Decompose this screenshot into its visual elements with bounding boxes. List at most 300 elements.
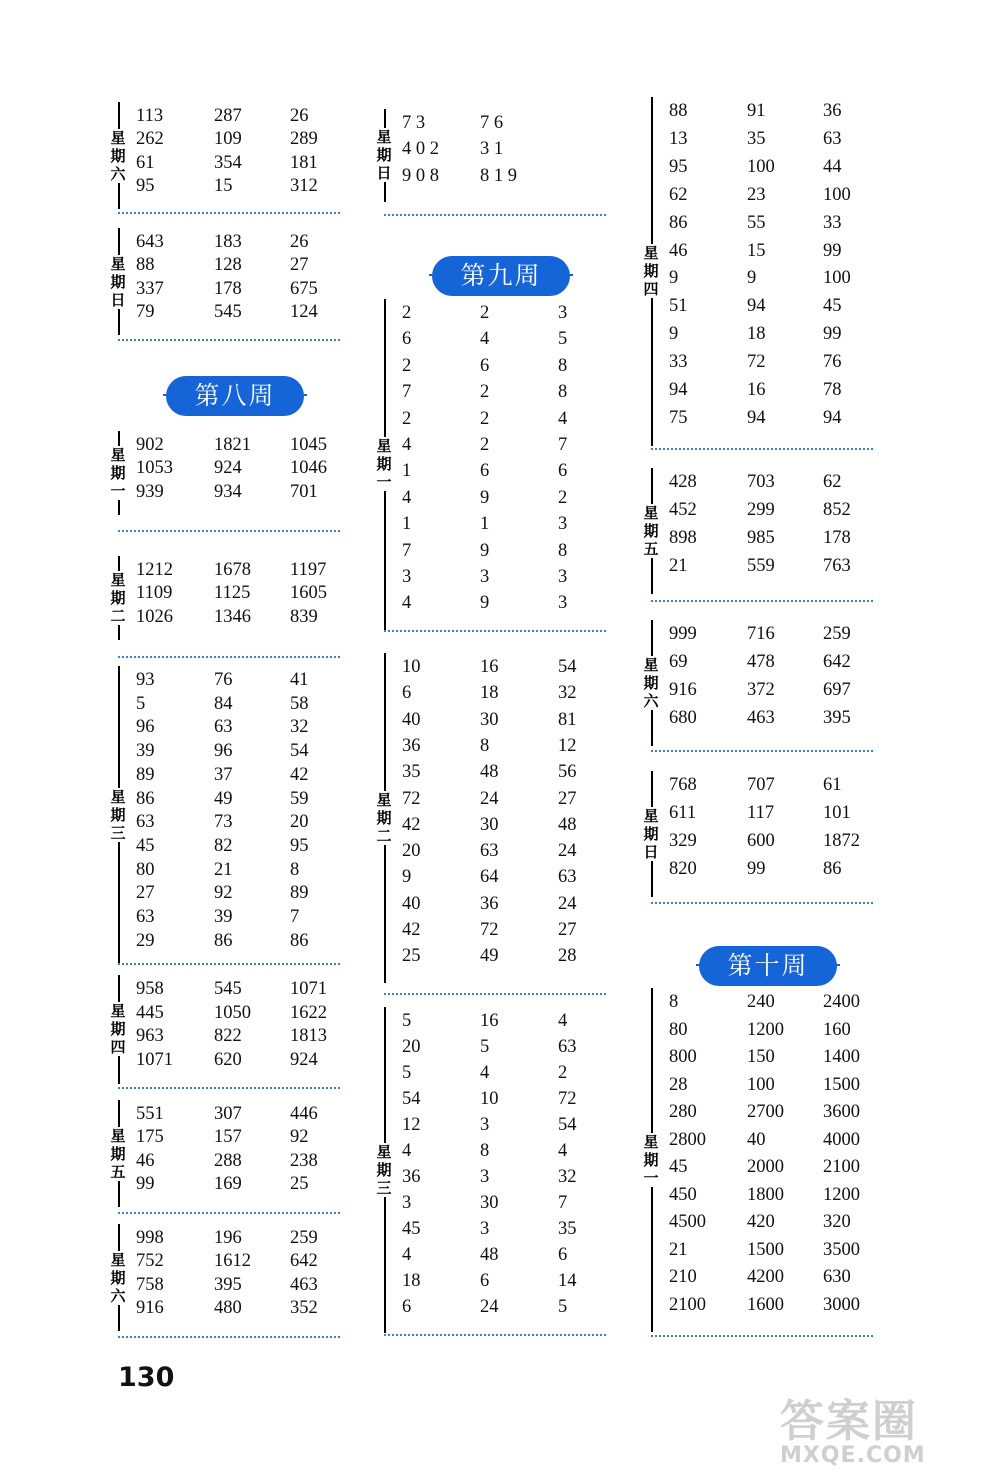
- answer-value: 99: [823, 324, 842, 345]
- answer-value: 2: [402, 408, 412, 429]
- answer-row: [384, 1219, 606, 1245]
- answer-value: 259: [823, 624, 851, 644]
- section-divider: [118, 1336, 340, 1338]
- answer-value: 14: [558, 1271, 577, 1291]
- answer-value: 49: [480, 946, 499, 967]
- answer-value: 32: [558, 1167, 577, 1187]
- answer-value: 372: [747, 680, 775, 700]
- day-answer-block: [110, 1104, 340, 1203]
- answer-row: [118, 1228, 340, 1251]
- answer-value: 45: [136, 835, 155, 856]
- answer-value: 44: [823, 156, 842, 177]
- section-divider: [118, 963, 340, 965]
- answer-row: [384, 488, 606, 514]
- answer-row: [118, 1174, 340, 1197]
- answer-row: [384, 1037, 606, 1063]
- answer-value: 2100: [823, 1157, 860, 1177]
- answer-value: 916: [669, 680, 697, 700]
- answer-row: [384, 710, 606, 736]
- answer-row: [651, 1102, 873, 1130]
- answer-value: 27: [558, 920, 577, 940]
- answer-value: 63: [480, 841, 499, 862]
- answer-value: 45: [669, 1157, 688, 1177]
- week-heading-badge: 第十周: [699, 946, 837, 986]
- answer-value: 3500: [823, 1239, 860, 1260]
- answer-value: 46: [669, 240, 688, 261]
- day-answer-block: [110, 232, 340, 331]
- answer-value: 183: [214, 232, 242, 252]
- answer-value: 1400: [823, 1047, 860, 1067]
- answer-value: 62: [823, 472, 842, 492]
- answer-value: 5: [402, 1063, 412, 1083]
- answer-value: 80: [136, 859, 155, 880]
- answer-value: 86: [136, 788, 155, 809]
- section-divider: [118, 1087, 340, 1089]
- answer-value: 4000: [823, 1129, 860, 1150]
- answer-row: [384, 139, 606, 165]
- answer-value: 420: [747, 1212, 775, 1232]
- answer-value: 4200: [747, 1267, 784, 1287]
- weekday-label: 星 期 六: [110, 1250, 126, 1305]
- answer-value: 1125: [214, 583, 251, 604]
- answer-value: 81: [558, 709, 577, 730]
- answer-row: [651, 1047, 873, 1075]
- answer-value: 86: [290, 930, 309, 951]
- day-answer-block: [110, 670, 340, 960]
- answer-value: 1500: [823, 1074, 860, 1095]
- answer-value: 2: [402, 355, 412, 376]
- answer-value: 56: [558, 762, 577, 783]
- answer-value: 101: [823, 803, 851, 823]
- answer-value: 8: [558, 382, 568, 403]
- answer-value: 716: [747, 624, 775, 644]
- answer-value: 1050: [214, 1002, 251, 1023]
- answer-value: 703: [747, 472, 775, 492]
- answer-value: 32: [558, 683, 577, 704]
- answer-value: 4: [402, 1141, 412, 1161]
- answer-row: [651, 380, 873, 408]
- answer-value: 963: [136, 1026, 164, 1047]
- weekday-label: 星 期 二: [110, 570, 126, 625]
- answer-row: [118, 607, 340, 630]
- answer-value: 478: [747, 652, 775, 672]
- answer-row: [651, 185, 873, 213]
- section-divider: [384, 214, 606, 216]
- answer-value: 40: [402, 893, 421, 914]
- answer-value: 92: [290, 1127, 309, 1148]
- day-answer-block: [110, 979, 340, 1080]
- answer-row: [384, 841, 606, 867]
- answer-row: [384, 435, 606, 461]
- answer-value: 109: [214, 129, 242, 150]
- answer-value: 76: [823, 352, 842, 373]
- answer-value: 36: [402, 1167, 421, 1187]
- answer-value: 822: [214, 1026, 242, 1047]
- watermark-site-text: MXQE.COM: [780, 1443, 926, 1468]
- answer-value: 1071: [136, 1050, 173, 1071]
- answer-value: 8: [558, 540, 568, 561]
- answer-row: [651, 803, 873, 831]
- section-divider: [651, 750, 873, 752]
- answer-row: [651, 157, 873, 185]
- answer-value: 620: [214, 1050, 242, 1071]
- answer-value: 551: [136, 1104, 164, 1124]
- answer-value: 3: [558, 567, 568, 587]
- answer-row: [118, 860, 340, 884]
- answer-value: 54: [558, 1115, 577, 1135]
- answer-value: 354: [214, 152, 242, 173]
- answer-value: 998: [136, 1228, 164, 1248]
- answer-row: [384, 329, 606, 355]
- answer-value: 4500: [669, 1212, 706, 1232]
- answer-value: 1: [402, 514, 412, 535]
- answer-value: 96: [136, 717, 155, 738]
- answer-value: 79: [136, 301, 155, 322]
- answer-row: [118, 812, 340, 836]
- answer-row: [384, 356, 606, 382]
- answer-value: 3: [402, 1193, 412, 1213]
- answer-value: 100: [747, 1074, 775, 1095]
- answer-row: [651, 213, 873, 241]
- answer-value: 852: [823, 500, 851, 520]
- answer-value: 395: [214, 1274, 242, 1295]
- answer-value: 35: [558, 1219, 577, 1239]
- answer-value: 924: [290, 1050, 318, 1071]
- answer-row: [118, 1151, 340, 1174]
- answer-value: 35: [747, 128, 766, 149]
- answer-row: [651, 1075, 873, 1103]
- answer-value: 288: [214, 1150, 242, 1171]
- answer-row: [384, 1115, 606, 1141]
- answer-row: [651, 859, 873, 887]
- answer-value: 12: [402, 1115, 421, 1135]
- answer-value: 33: [669, 352, 688, 373]
- answer-value: 30: [480, 814, 499, 835]
- answer-value: 169: [214, 1173, 242, 1194]
- answer-value: 75: [669, 407, 688, 428]
- answer-value: 72: [747, 352, 766, 373]
- answer-value: 1026: [136, 606, 173, 627]
- answer-row: [651, 775, 873, 803]
- weekday-label: 星 期 六: [643, 656, 659, 710]
- answer-value: 84: [214, 693, 233, 714]
- answer-value: 463: [290, 1274, 318, 1295]
- answer-row: [118, 883, 340, 907]
- answer-value: 2: [480, 408, 490, 429]
- answer-value: 395: [823, 708, 851, 728]
- answer-row: [118, 106, 340, 129]
- answer-value: 1: [402, 461, 412, 482]
- answer-value: 1800: [747, 1184, 784, 1205]
- answer-value: 89: [136, 764, 155, 785]
- answer-value: 92: [214, 883, 233, 904]
- weekday-label: 星 期 五: [643, 504, 659, 558]
- week-heading-badge: 第九周: [432, 256, 570, 296]
- answer-value: 630: [823, 1267, 851, 1287]
- answer-value: 428: [669, 472, 697, 492]
- answer-row: [384, 593, 606, 619]
- answer-row: [118, 302, 340, 325]
- answer-row: [118, 907, 340, 931]
- answer-value: 2700: [747, 1102, 784, 1122]
- answer-value: 181: [290, 152, 318, 173]
- section-divider: [118, 1212, 340, 1214]
- answer-row: [651, 324, 873, 352]
- answer-value: 95: [136, 175, 155, 196]
- answer-value: 89: [290, 883, 309, 904]
- answer-value: 78: [823, 380, 842, 400]
- answer-value: 1212: [136, 560, 173, 580]
- weekday-label: 星 期 日: [376, 128, 392, 183]
- answer-value: 113: [136, 106, 164, 126]
- answer-value: 24: [558, 841, 577, 862]
- answer-value: 2: [558, 487, 568, 508]
- answer-value: 6: [480, 1271, 490, 1291]
- answer-value: 934: [214, 481, 242, 502]
- answer-value: 39: [136, 741, 155, 762]
- answer-value: 287: [214, 106, 242, 126]
- answer-value: 1053: [136, 458, 173, 479]
- day-answer-block: [376, 657, 606, 979]
- answer-value: 94: [669, 380, 688, 400]
- answer-value: 21: [669, 556, 688, 576]
- answer-value: 3: [558, 593, 568, 614]
- answer-value: 64: [480, 867, 499, 888]
- answer-row: [118, 255, 340, 278]
- answer-value: 463: [747, 708, 775, 728]
- weekday-label: 星 期 六: [110, 128, 126, 183]
- answer-value: 82: [214, 835, 233, 856]
- answer-value: 4: [402, 487, 412, 508]
- answer-value: 3: [480, 1219, 490, 1239]
- answer-value: 1200: [747, 1019, 784, 1040]
- answer-value: 545: [214, 979, 242, 999]
- answer-row: [384, 1297, 606, 1323]
- answer-value: 10: [480, 1089, 499, 1109]
- answer-value: 1872: [823, 831, 860, 851]
- day-answer-block: [643, 624, 873, 742]
- answer-value: 1200: [823, 1184, 860, 1205]
- answer-value: 1678: [214, 560, 251, 580]
- answer-value: 88: [669, 101, 688, 121]
- answer-row: [651, 296, 873, 324]
- answer-row: [118, 129, 340, 152]
- answer-value: 312: [290, 175, 318, 196]
- answer-value: 3 1: [480, 139, 504, 160]
- answer-value: 480: [214, 1297, 242, 1318]
- section-divider: [384, 1334, 606, 1336]
- answer-row: [118, 931, 340, 955]
- answer-row: [384, 1167, 606, 1193]
- answer-row: [118, 670, 340, 694]
- answer-value: 337: [136, 278, 164, 299]
- answer-row: [651, 268, 873, 296]
- answer-row: [118, 153, 340, 176]
- answer-value: 15: [214, 175, 233, 196]
- answer-value: 4: [558, 408, 568, 429]
- answer-row: [384, 894, 606, 920]
- answer-value: 611: [669, 803, 697, 823]
- answer-value: 8: [290, 859, 300, 880]
- answer-value: 1605: [290, 583, 327, 604]
- day-answer-block: [376, 303, 606, 626]
- answer-value: 7: [558, 1193, 568, 1213]
- answer-value: 25: [402, 946, 421, 967]
- answer-value: 5: [558, 329, 568, 350]
- answer-value: 1612: [214, 1251, 251, 1272]
- answer-row: [651, 652, 873, 680]
- answer-value: 16: [747, 380, 766, 400]
- answer-value: 59: [290, 788, 309, 809]
- answer-value: 3000: [823, 1294, 860, 1315]
- answer-row: [651, 500, 873, 528]
- answer-row: [118, 279, 340, 302]
- answer-row: [118, 1104, 340, 1127]
- day-answer-block: [110, 560, 340, 636]
- answer-value: 8: [558, 355, 568, 376]
- answer-row: [384, 461, 606, 487]
- answer-value: 54: [402, 1089, 421, 1109]
- answer-row: [651, 472, 873, 500]
- answer-value: 24: [558, 893, 577, 914]
- answer-row: [118, 1275, 340, 1298]
- answer-value: 18: [480, 683, 499, 704]
- section-divider: [118, 530, 340, 532]
- answer-value: 42: [402, 920, 421, 940]
- answer-value: 3: [480, 1115, 490, 1135]
- answer-value: 15: [747, 240, 766, 261]
- answer-value: 6: [402, 683, 412, 704]
- answer-value: 99: [747, 859, 766, 879]
- answer-row: [384, 1141, 606, 1167]
- answer-value: 3600: [823, 1102, 860, 1122]
- answer-value: 24: [480, 1297, 499, 1317]
- answer-value: 48: [558, 814, 577, 835]
- answer-value: 6: [558, 461, 568, 482]
- answer-value: 320: [823, 1212, 851, 1232]
- section-divider: [651, 600, 873, 602]
- day-answer-block: [643, 472, 873, 590]
- answer-row: [118, 176, 340, 199]
- answer-value: 3: [402, 567, 412, 587]
- answer-value: 45: [402, 1219, 421, 1239]
- answer-value: 36: [823, 101, 842, 121]
- answer-value: 4: [558, 1141, 568, 1161]
- answer-row: [384, 514, 606, 540]
- answer-value: 680: [669, 708, 697, 728]
- answer-value: 58: [290, 693, 309, 714]
- day-answer-block: [643, 101, 873, 442]
- answer-value: 28: [558, 946, 577, 967]
- answer-value: 8: [480, 735, 490, 756]
- answer-value: 26: [290, 232, 309, 252]
- answer-value: 9: [480, 487, 490, 508]
- answer-row: [384, 762, 606, 788]
- answer-value: 2: [402, 303, 412, 323]
- answer-row: [118, 1298, 340, 1321]
- answer-value: 985: [747, 528, 775, 548]
- answer-value: 178: [823, 528, 851, 548]
- answer-value: 1821: [214, 435, 251, 455]
- page-number: 130: [118, 1362, 175, 1393]
- answer-row: [384, 1063, 606, 1089]
- answer-value: 21: [214, 859, 233, 880]
- answer-row: [118, 560, 340, 583]
- answer-row: [651, 556, 873, 584]
- answer-value: 54: [558, 657, 577, 677]
- answer-value: 1622: [290, 1002, 327, 1023]
- answer-value: 63: [558, 1037, 577, 1057]
- weekday-label: 星 期 五: [110, 1126, 126, 1181]
- answer-value: 36: [480, 893, 499, 914]
- answer-value: 675: [290, 278, 318, 299]
- answer-value: 178: [214, 278, 242, 299]
- answer-value: 93: [136, 670, 155, 690]
- answer-value: 299: [747, 500, 775, 520]
- answer-value: 4: [402, 1245, 412, 1265]
- answer-row: [384, 736, 606, 762]
- answer-value: 642: [290, 1251, 318, 1272]
- answer-value: 16: [480, 1011, 499, 1031]
- answer-value: 6: [402, 1297, 412, 1317]
- answer-row: [651, 1295, 873, 1323]
- answer-value: 94: [747, 296, 766, 317]
- answer-value: 2: [480, 382, 490, 403]
- answer-value: 96: [214, 741, 233, 762]
- answer-row: [384, 683, 606, 709]
- answer-value: 240: [747, 992, 775, 1012]
- answer-value: 16: [480, 657, 499, 677]
- answer-value: 262: [136, 129, 164, 150]
- answer-value: 72: [402, 788, 421, 809]
- answer-value: 20: [290, 812, 309, 833]
- answer-row: [118, 458, 340, 481]
- answer-value: 446: [290, 1104, 318, 1124]
- answer-value: 2400: [823, 992, 860, 1012]
- answer-value: 545: [214, 301, 242, 322]
- answer-value: 1071: [290, 979, 327, 999]
- answer-value: 701: [290, 481, 318, 502]
- answer-row: [384, 113, 606, 139]
- day-answer-block: [110, 435, 340, 511]
- answer-value: 63: [214, 717, 233, 738]
- answer-value: 3: [480, 1167, 490, 1187]
- answer-value: 28: [669, 1074, 688, 1095]
- answer-value: 10: [402, 657, 421, 677]
- weekday-label: 星 期 四: [110, 1002, 126, 1057]
- answer-row: [118, 1251, 340, 1274]
- answer-value: 69: [669, 652, 688, 672]
- answer-value: 91: [747, 101, 766, 121]
- answer-value: 27: [136, 883, 155, 904]
- answer-value: 76: [214, 670, 233, 690]
- answer-value: 445: [136, 1002, 164, 1023]
- answer-row: [651, 129, 873, 157]
- answer-value: 7: [558, 435, 568, 455]
- answer-value: 37: [214, 764, 233, 785]
- answer-value: 40: [402, 709, 421, 730]
- answer-value: 758: [136, 1274, 164, 1295]
- answer-value: 86: [214, 930, 233, 951]
- answer-row: [384, 409, 606, 435]
- answer-value: 1600: [747, 1294, 784, 1315]
- answer-value: 7 6: [480, 113, 504, 133]
- answer-value: 95: [290, 835, 309, 856]
- answer-row: [384, 1089, 606, 1115]
- week-heading-badge: 第八周: [166, 376, 304, 416]
- section-divider: [651, 1335, 873, 1337]
- answer-value: 924: [214, 458, 242, 479]
